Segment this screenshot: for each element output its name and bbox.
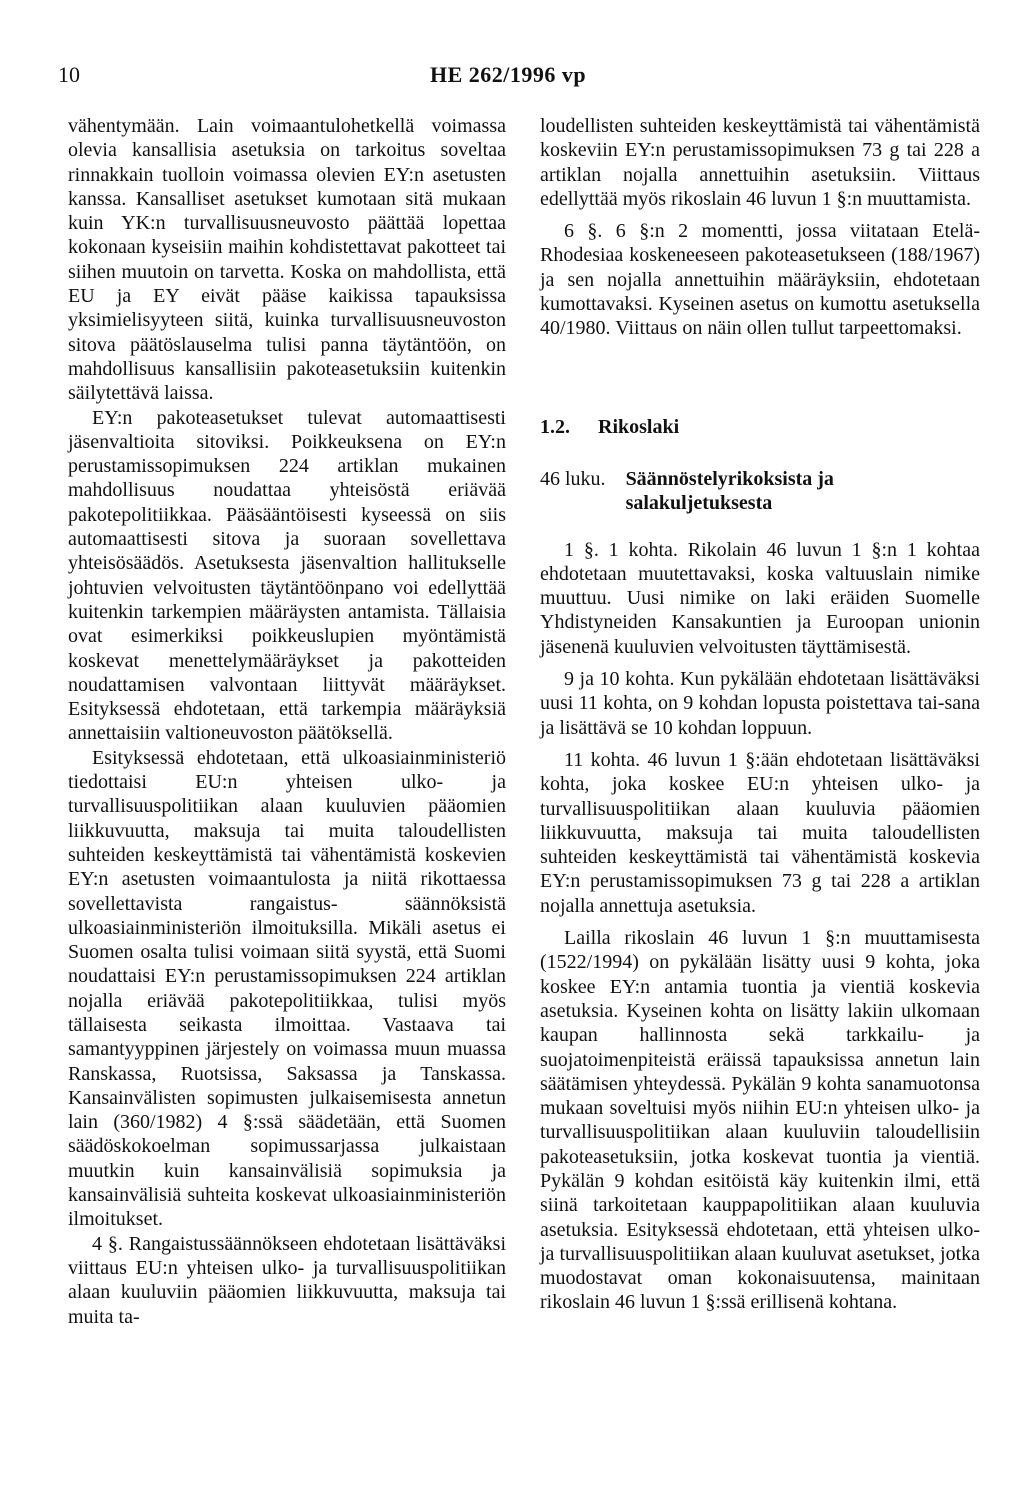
page-number: 10 <box>58 62 80 87</box>
chapter-heading <box>540 467 980 516</box>
paragraph: loudellisten suhteiden keskeyttämistä tai vähentämistä koskeviin EY:n perustamissopimuksen 73 g tai 228 a artiklan nojalla annettuihin asetuksiin. Viittaus edellyttää myös rikoslain 46 luvun 1 §:n muuttamista. <box>540 115 980 210</box>
right-column <box>540 114 980 1315</box>
left-column <box>68 114 506 1329</box>
chapter-number: 46 luku. <box>540 467 606 490</box>
paragraph: vähentymään. Lain voimaantulohetkellä voimassa olevia kansallisia asetuksia on tarkoitus soveltaa rinnakkain tuolloin voimassa olevien EY:n asetusten kanssa. Kansalliset asetukset kumotaan sitä mukaan kuin YK:n turvallisuusneuvosto päättää lopettaa kokonaan kyseisiin maihin kohdistettavat pakotteet tai siihen muutoin on tarvetta. Koska on mahdollista, että EU ja EY eivät pääse kaikissa tapauksissa yksimielisyyteen siitä, kuinka turvallisuusneuvoston sitova päätöslauselma tulisi panna täytäntöön, on mahdollisuus kansallisiin pakoteasetuksiin kuitenkin säilytettävä laissa. <box>68 115 506 405</box>
chapter-title: Säännöstelyrikoksista ja salakuljetuksesta <box>625 467 834 515</box>
paragraph: 1 §. 1 kohta. Rikolain 46 luvun 1 §:n 1 kohtaa ehdotetaan muutettavaksi, koska valtuuslain nimike muuttuu. Uusi nimike on laki eräiden Suomelle Yhdistyneiden Kansakuntien ja Euroopan unionin jäsenenä kuuluvien velvoitusten täyttämisestä. <box>540 538 980 658</box>
paragraph: Esityksessä ehdotetaan, että ulkoasiainministeriö tiedottaisi EU:n yhteisen ulko- ja turvallisuuspolitiikan alaan kuuluvien pääomien liikkuvuutta, maksuja tai muita taloudellisten suhteiden keskeyttämistä tai vähentämistä koskevien EY:n asetusten voimaantulosta ja niitä rikottaessa sovellettavista rangaistus- säännöksistä ulkoasiainministeriön ilmoituksilla. Mikäli asetus ei Suomen osalta tulisi voimaan siitä syystä, että Suomi noudattaisi EY:n perustamissopimuksen 224 artiklan nojalla eriävää pakotepolitiikkaa, tulisi myös tällaisesta seikasta ilmoittaa. Vastaava tai samantyyppinen järjestely on voimassa muun muassa Ranskassa, Ruotsissa, Saksassa ja Tanskassa. Kansainvälisten sopimusten julkaisemisesta annetun lain (360/1982) 4 §:ssä säädetään, että Suomen säädöskokoelman sopimussarjassa julkaistaan muutkin kuin kansainvälisiä sopimuksia ja kansainvälisiä suhteita koskevat ulkoasiainministeriön ilmoitukset. <box>68 746 506 1231</box>
paragraph: EY:n pakoteasetukset tulevat automaattisesti jäsenvaltioita sitoviksi. Poikkeuksena on EY:n perustamissopimuksen 224 artiklan mukainen mahdollisuus noudattaa yhteisöstä eriävää pakotepolitiikkaa. Pääsääntöisesti kyseessä on siis automaattisesti sitova ja suoraan sovellettava yhteisösäädös. Asetuksesta jäsenvaltion hallitukselle johtuvien velvoitusten täytäntöönpano voi edellyttää kuitenkin tarkempien määräysten antamista. Tällaisia ovat esimerkiksi poikkeuslupien myöntämistä koskevat menettelymääräykset ja pakotteiden noudattamisen valvontaan liittyvät määräykset. Esityksessä ehdotetaan, että tarkempia määräyksiä annettaisiin valtioneuvoston päätöksellä. <box>68 406 506 745</box>
paragraph: 6 §. 6 §:n 2 momentti, jossa viitataan Etelä-Rhodesiaa koskeneeseen pakoteasetukseen (188/1967) ja sen nojalla annettuihin määräyksiin, ehdotetaan kumottavaksi. Kyseinen asetus on kumottu asetuksella 40/1980. Viittaus on näin ollen tullut tarpeettomaksi. <box>540 220 980 340</box>
paragraph: 4 §. Rangaistussäännökseen ehdotetaan lisättäväksi viittaus EU:n yhteisen ulko- ja turvallisuuspolitiikan alaan kuuluviin pääomien liikkuvuutta, maksuja tai muita ta- <box>68 1232 506 1328</box>
paragraph: 11 kohta. 46 luvun 1 §:ään ehdotetaan lisättäväksi kohta, joka koskee EU:n yhteisen ulko- ja turvallisuuspolitiikan alaan kuuluvia pääomien liikkuvuutta, maksuja tai muita taloudellisten suhteiden keskeyttämistä tai vähentämistä koskevia EY:n perustamissopimuksen 73 g tai 228 a artiklan nojalla annettuja asetuksia. <box>540 748 980 917</box>
paragraph: 9 ja 10 kohta. Kun pykälään ehdotetaan lisättäväksi uusi 11 kohta, on 9 kohdan lopusta poistettava tai-sana ja lisättävä se 10 kohdan loppuun. <box>540 668 980 739</box>
paragraph: Lailla rikoslain 46 luvun 1 §:n muuttamisesta (1522/1994) on pykälään lisätty uusi 9 kohta, joka koskee EY:n antamia tuontia ja vientiä koskevia asetuksia. Kyseinen kohta on lisätty lakiin ulkomaan kaupan hallinnosta sekä tarkkailu- ja suojatoimenpiteistä eräissä tapauksissa annetun lain säätämisen yhteydessä. Pykälän 9 kohta sanamuotonsa mukaan soveltuisi myös niihin EU:n yhteisen ulko- ja turvallisuuspolitiikan alaan kuuluviin taloudellisiin pakoteasetuksiin, jotka koskevat tuontia ja vientiä. Pykälän 9 kohdan esitöistä käy kuitenkin ilmi, että siinä tarkoitetaan kauppapolitiikan alaan kuuluvia asetuksia. Esityksessä ehdotetaan, että yhteisen ulko- ja turvallisuuspolitiikan alaan kuuluvat asetukset, jotka muodostavat oman kokonaisuutensa, mainitaan rikoslain 46 luvun 1 §:ssä erillisenä kohtana. <box>540 927 980 1314</box>
running-head: HE 262/1996 vp <box>430 62 587 87</box>
section-heading <box>540 415 980 439</box>
section-title: Rikoslaki <box>598 415 680 438</box>
section-number: 1.2. <box>540 415 570 438</box>
